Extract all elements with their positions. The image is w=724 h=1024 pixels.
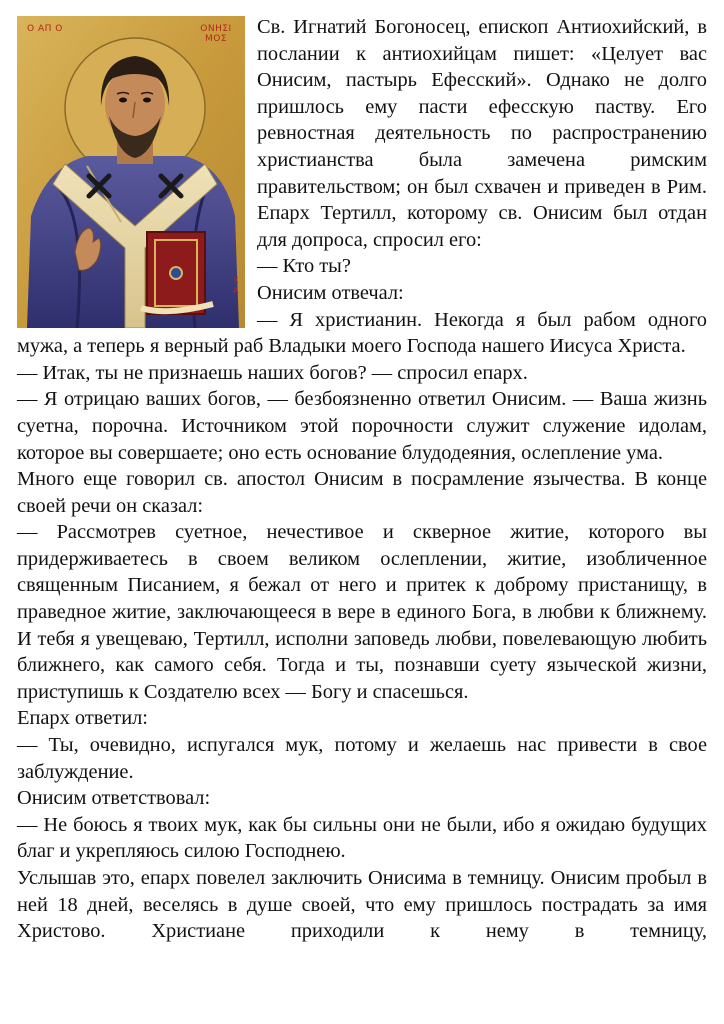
paragraph: Епарх ответил: bbox=[17, 707, 148, 730]
paragraph: — Рассмотрев суетное, нечестивое и скверное житие, которого вы придерживаетесь в своем великом ослеплении, житие, изобличенное священным Писанием, я бежал от него и притек к доброму пристанищу, в праведное житие, заключающееся в вере в единого Бога, в любви к ближнему. И тебя я увещеваю, Тертилл, исполни заповедь любви, повелевающую любить ближнего, как самого себя. Тогда и ты, познавши суету языческой жизни, приступишь к Создателю всех — Богу и спасешься. bbox=[17, 521, 707, 703]
paragraph: — Я христианин. Некогда я был рабом одного мужа, а теперь я верный раб Владыки моего Господа нашего Иисуса Христа. bbox=[17, 308, 707, 358]
icon-inscription-left: Ο ΑΠ Ο bbox=[27, 24, 63, 34]
paragraph: — Итак, ты не признаешь наших богов? — спросил епарх. bbox=[17, 361, 528, 384]
document-page bbox=[17, 14, 707, 945]
paragraph: — Я отрицаю ваших богов, — безбоязненно ответил Онисим. — Ваша жизнь суетна, порочна. Источником этой порочности служит служение идолам, которое вы совершаете; оно есть основание блудодеяния, ослепление ума. bbox=[17, 388, 707, 464]
paragraph: Онисим ответствовал: bbox=[17, 787, 211, 810]
paragraph: — Ты, очевидно, испугался мук, потому и желаешь нас привести в свое заблуждение. bbox=[17, 734, 707, 783]
paragraph: Много еще говорил св. апостол Онисим в посрамление язычества. В конце своей речи он сказал: bbox=[17, 468, 707, 517]
paragraph: Св. Игнатий Богоносец, епископ Антиохийский, в послании к антиохийцам пишет: «Целует вас Онисим, пастырь Ефесский». Однако не долго пришлось ему пасти ефесскую паству. Его ревностная деятельность по распространению христианства была замечена римским правительством; он был схвачен и приведен в Рим. Епарх Тертилл, которому св. Онисим был отдан для допроса, спросил его: bbox=[257, 16, 707, 251]
icon-inscription-right: ΟΝΗΣΙ ΜΟΣ bbox=[200, 24, 232, 44]
saint-onesimus-icon bbox=[17, 16, 245, 328]
icon-side-letters: Χ Α bbox=[233, 276, 239, 295]
icon-painting bbox=[17, 16, 245, 328]
paragraph: Услышав это, епарх повелел заключить Онисима в темницу. Онисим пробыл в ней 18 дней, веселясь в душе своей, что ему пришлось пострадать за имя Христово. Христиане приходили к нему в темницу, bbox=[17, 867, 707, 943]
paragraph: — Кто ты? bbox=[257, 255, 351, 278]
paragraph: Онисим отвечал: bbox=[257, 281, 404, 304]
paragraph: — Не боюсь я твоих мук, как бы сильны они не были, ибо я ожидаю будущих благ и укрепляюсь силою Господнею. bbox=[17, 813, 707, 863]
